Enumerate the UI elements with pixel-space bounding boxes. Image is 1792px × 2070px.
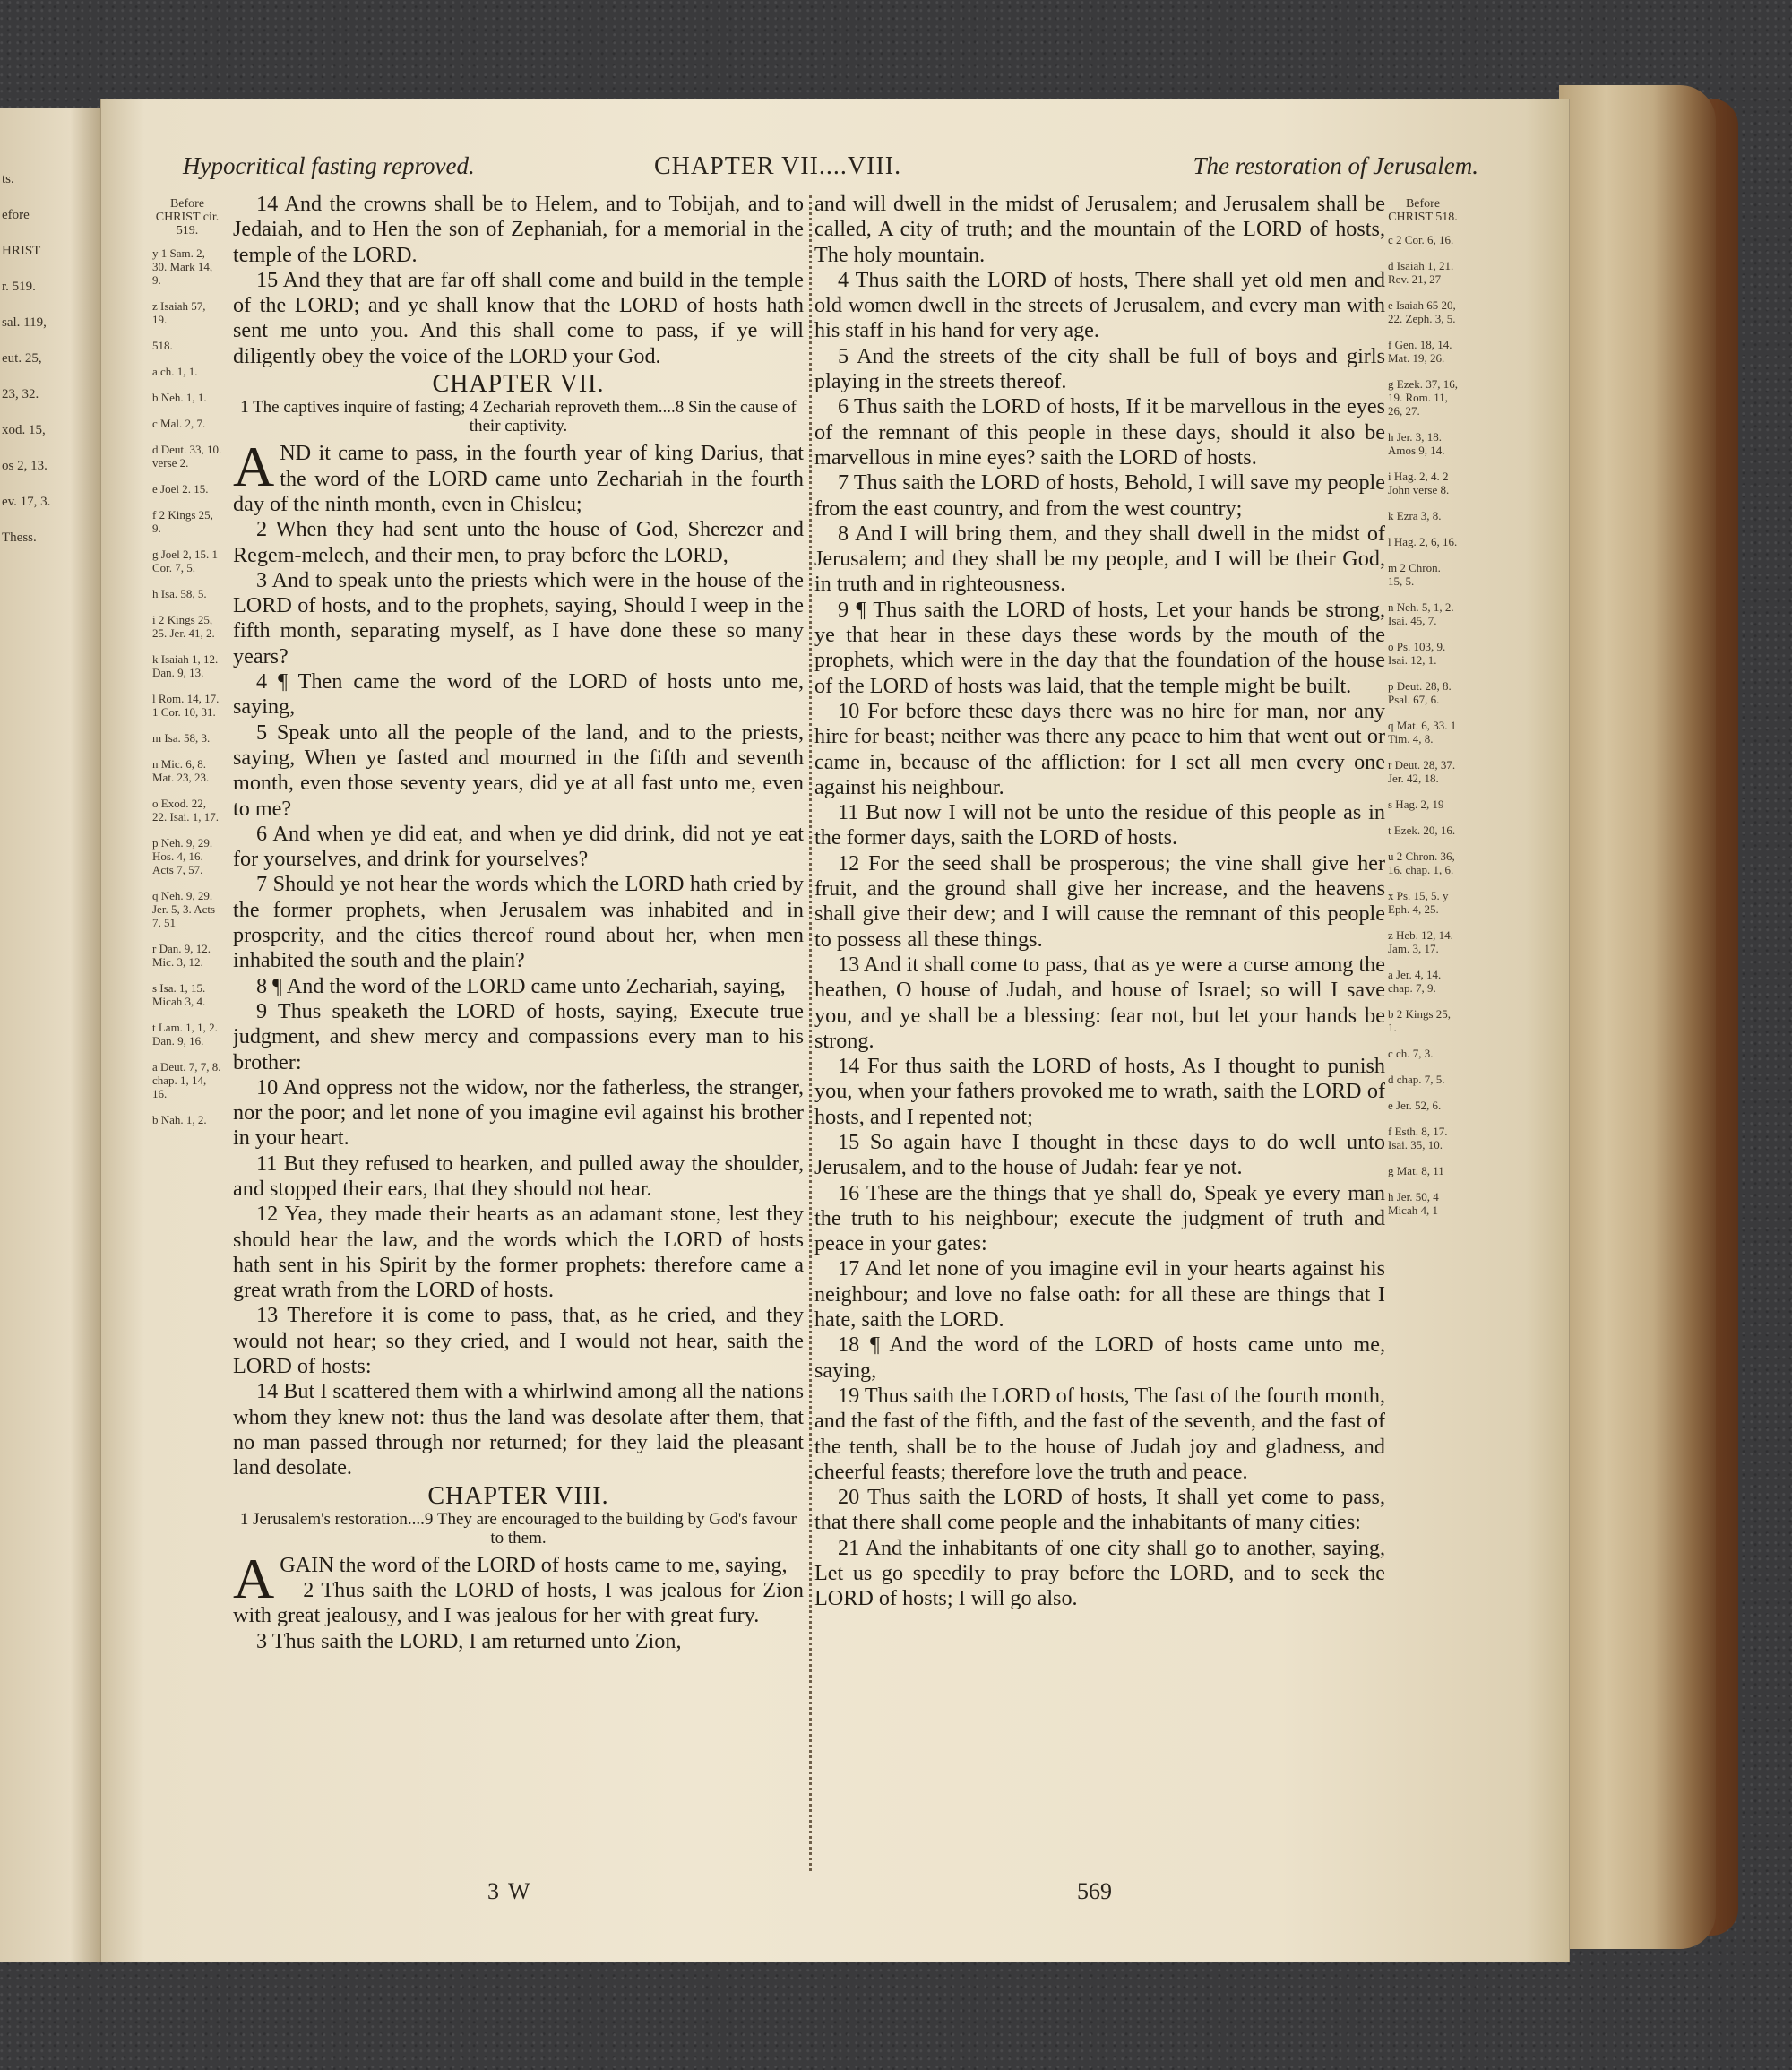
- chapter-summary: 1 The captives inquire of fasting; 4 Zechariah reproveth them....8 Sin the cause of their captivity.: [240, 398, 797, 436]
- cross-reference: m 2 Chron. 15, 5.: [1388, 561, 1441, 588]
- cross-reference: k Isaiah 1, 12. Dan. 9, 13.: [152, 652, 219, 679]
- cross-reference: t Ezek. 20, 16.: [1388, 824, 1456, 837]
- verse: 20 Thus saith the LORD of hosts, It shall yet come to pass, that there shall come people and the inhabitants of many cities:: [814, 1485, 1385, 1535]
- verse: 14 But I scattered them with a whirlwind among all the nations whom they knew not: thus the land was desolate after them, that no man passed through nor returned; for they laid the pleasant land desolate.: [233, 1379, 804, 1480]
- verse: 18 ¶ And the word of the LORD of hosts came unto me, saying,: [814, 1333, 1385, 1383]
- cross-reference: a Deut. 7, 7, 8. chap. 1, 14, 16.: [152, 1060, 221, 1100]
- verse: 4 ¶ Then came the word of the LORD of hosts unto me, saying,: [233, 669, 804, 720]
- right-margin-references: [1388, 197, 1458, 1229]
- cross-reference: d chap. 7, 5.: [1388, 1073, 1445, 1086]
- cross-reference: h Jer. 50, 4 Micah 4, 1: [1388, 1190, 1439, 1217]
- cross-reference: i Hag. 2, 4. 2 John verse 8.: [1388, 470, 1450, 496]
- verse: 5 And the streets of the city shall be full of boys and girls playing in the streets thereof.: [814, 343, 1385, 394]
- cross-reference: e Isaiah 65 20, 22. Zeph. 3, 5.: [1388, 298, 1456, 325]
- cross-reference: i 2 Kings 25, 25. Jer. 41, 2.: [152, 613, 215, 640]
- cross-reference: t Lam. 1, 1, 2. Dan. 9, 16.: [152, 1021, 218, 1048]
- verse: 15 And they that are far off shall come and build in the temple of the LORD; and ye shall know that the LORD of hosts hath sent me unto you. And this shall come to pass, if ye will diligently obey the voice of the LORD your God.: [233, 267, 804, 368]
- verse: 13 And it shall come to pass, that as ye were a curse among the heathen, O house of Judah, and house of Israel; so will I save you, and ye shall be a blessing: fear not, but let your hands be strong.: [814, 952, 1385, 1053]
- verse: 6 Thus saith the LORD of hosts, If it be marvellous in the eyes of the remnant of this people in these days, should it also be marvellous in mine eyes? saith the LORD of hosts.: [814, 394, 1385, 470]
- left-margin-references: [152, 197, 222, 1139]
- cross-reference: s Isa. 1, 15. Micah 3, 4.: [152, 981, 206, 1008]
- cross-reference: p Neh. 9, 29. Hos. 4, 16. Acts 7, 57.: [152, 836, 213, 876]
- cross-reference: c 2 Cor. 6, 16.: [1388, 233, 1454, 246]
- verse: 14 For thus saith the LORD of hosts, As I thought to punish you, when your fathers provoked me to wrath, saith the LORD of hosts, and I repented not;: [814, 1054, 1385, 1129]
- era-note: Before CHRIST 518.: [1388, 197, 1458, 224]
- verse: 17 And let none of you imagine evil in your hearts against his neighbour; and love no false oath: for all these are things that I hate, saith the LORD.: [814, 1256, 1385, 1333]
- page-number: 569: [1077, 1878, 1112, 1904]
- cross-reference: y 1 Sam. 2, 30. Mark 14, 9.: [152, 246, 213, 287]
- cross-reference: n Neh. 5, 1, 2. Isai. 45, 7.: [1388, 600, 1454, 627]
- left-page-edge-text: efore: [2, 208, 30, 222]
- left-page-edge-text: xod. 15,: [2, 423, 46, 437]
- cross-reference: f Esth. 8, 17. Isai. 35, 10.: [1388, 1125, 1448, 1151]
- drop-cap: A: [233, 1546, 275, 1610]
- left-page-edge-text: sal. 119,: [2, 315, 47, 330]
- cross-reference: q Neh. 9, 29. Jer. 5, 3. Acts 7, 51: [152, 889, 216, 929]
- cross-reference: q Mat. 6, 33. 1 Tim. 4, 8.: [1388, 719, 1457, 746]
- left-page-edge-text: eut. 25,: [2, 351, 42, 366]
- left-page-edge-text: os 2, 13.: [2, 459, 47, 473]
- drop-cap: A: [233, 435, 275, 499]
- verse: 8 And I will bring them, and they shall dwell in the midst of Jerusalem; and they shall be my people, and I will be their God, in truth and in righteousness.: [814, 521, 1385, 597]
- cross-reference: g Mat. 8, 11: [1388, 1164, 1444, 1177]
- cross-reference: e Joel 2. 15.: [152, 482, 209, 496]
- cross-reference: f 2 Kings 25, 9.: [152, 508, 213, 535]
- cross-reference: b 2 Kings 25, 1.: [1388, 1007, 1452, 1034]
- left-page-edge-text: Thess.: [2, 530, 37, 545]
- cross-reference: r Deut. 28, 37. Jer. 42, 18.: [1388, 758, 1456, 785]
- cross-reference: b Nah. 1, 2.: [152, 1113, 207, 1126]
- right-text-column: [814, 192, 1385, 1867]
- era-note: Before CHRIST cir. 519.: [155, 197, 220, 237]
- verse: 13 Therefore it is come to pass, that, as he cried, and they would not hear; so they cried, and I would not hear, saith the LORD of hosts:: [233, 1303, 804, 1379]
- left-page-edge-text: r. 519.: [2, 280, 36, 294]
- cross-reference: a ch. 1, 1.: [152, 365, 198, 378]
- left-page-edge-text: 23, 32.: [2, 387, 39, 401]
- page-block-edge: [1559, 85, 1716, 1949]
- verse: 7 Should ye not hear the words which the LORD hath cried by the former prophets, when Jerusalem was inhabited and in prosperity, and the cities thereof round about her, when men inhabited the south and the plain?: [233, 872, 804, 973]
- cross-reference: c ch. 7, 3.: [1388, 1047, 1434, 1060]
- cross-reference: o Exod. 22, 22. Isai. 1, 17.: [152, 797, 220, 824]
- verse: 14 And the crowns shall be to Helem, and to Tobijah, and to Jedaiah, and to Hen the son of Zephaniah, for a memorial in the temple of the LORD.: [233, 192, 804, 267]
- cross-reference: c Mal. 2, 7.: [152, 417, 206, 430]
- chapter-summary: 1 Jerusalem's restoration....9 They are encouraged to the building by God's favour to them.: [239, 1509, 797, 1548]
- verse: 2 Thus saith the LORD of hosts, I was jealous for Zion with great jealousy, and I was jealous for her with great fury.: [233, 1578, 804, 1628]
- cross-reference: k Ezra 3, 8.: [1388, 509, 1442, 522]
- cross-reference: b Neh. 1, 1.: [152, 391, 207, 404]
- cross-reference: l Rom. 14, 17. 1 Cor. 10, 31.: [152, 692, 220, 719]
- verse: 21 And the inhabitants of one city shall go to another, saying, Let us go speedily to pray before the LORD, and to seek the LORD of hosts; I will go also.: [814, 1535, 1385, 1611]
- cross-reference: l Hag. 2, 6, 16.: [1388, 535, 1458, 548]
- cross-reference: n Mic. 6, 8. Mat. 23, 23.: [152, 757, 210, 784]
- column-divider: [809, 195, 814, 1871]
- cross-reference: 518.: [152, 339, 173, 352]
- cross-reference: z Isaiah 57, 19.: [152, 299, 206, 326]
- cross-reference: s Hag. 2, 19: [1388, 798, 1444, 811]
- running-head-center: CHAPTER VII....VIII.: [654, 152, 902, 180]
- verse: 3 Thus saith the LORD, I am returned unto Zion,: [256, 1628, 682, 1653]
- verse: 10 For before these days there was no hire for man, nor any hire for beast; neither was there any peace to him that went out or came in, because of the affliction: for I set all men every one against his neighbour.: [814, 698, 1385, 799]
- verse: 12 Yea, they made their hearts as an adamant stone, lest they should hear the law, and the words which the LORD of hosts hath sent in his Spirit by the former prophets: therefore came a great wrath from the LORD of hosts.: [233, 1202, 804, 1303]
- verse: and will dwell in the midst of Jerusalem; and Jerusalem shall be called, A city of truth; and the mountain of the LORD of hosts, The holy mountain.: [814, 192, 1385, 267]
- verse-first: AND it came to pass, in the fourth year of king Darius, that the word of the LORD came unto Zechariah in the fourth day of the ninth month, even in Chisleu;: [233, 435, 804, 516]
- left-page-edge-text: ts.: [2, 172, 14, 186]
- verse: 12 For the seed shall be prosperous; the vine shall give her fruit, and the ground shall give her increase, and the heavens shall give their dew; and I will cause the remnant of this people to possess all these things.: [814, 850, 1385, 952]
- verse: 19 Thus saith the LORD of hosts, The fast of the fourth month, and the fast of the fifth, and the fast of the seventh, and the fast of the tenth, shall be to the house of Judah joy and gladness, and cheerful feasts; therefore love the truth and peace.: [814, 1383, 1385, 1484]
- cross-reference: g Ezek. 37, 16, 19. Rom. 11, 26, 27.: [1388, 377, 1458, 418]
- book-page: [100, 99, 1570, 1962]
- verse: 4 Thus saith the LORD of hosts, There shall yet old men and old women dwell in the streets of Jerusalem, and every man with his staff in his hand for very age.: [814, 267, 1385, 343]
- cross-reference: u 2 Chron. 36, 16. chap. 1, 6.: [1388, 850, 1455, 876]
- verse: 5 Speak unto all the people of the land, and to the priests, saying, When ye fasted and mourned in the fifth and seventh month, even those seventy years, did ye at all fast unto me, even to me?: [233, 720, 804, 821]
- verse: 11 But they refused to hearken, and pulled away the shoulder, and stopped their ears, that they should not hear.: [233, 1151, 804, 1201]
- cross-reference: f Gen. 18, 14. Mat. 19, 26.: [1388, 338, 1452, 365]
- verse: 16 These are the things that ye shall do, Speak ye every man the truth to his neighbour; execute the judgment of truth and peace in your gates:: [814, 1180, 1385, 1256]
- cross-reference: z Heb. 12, 14. Jam. 3, 17.: [1388, 928, 1453, 955]
- chapter-heading: CHAPTER VII.: [432, 370, 605, 399]
- left-text-column: [233, 192, 804, 1867]
- verse-first: AGAIN the word of the LORD of hosts came to me, saying,: [233, 1546, 788, 1610]
- left-page-fragment: [0, 108, 100, 1962]
- left-page-edge-text: ev. 17, 3.: [2, 495, 51, 509]
- cross-reference: m Isa. 58, 3.: [152, 731, 211, 745]
- verse: 7 Thus saith the LORD of hosts, Behold, I will save my people from the east country, and from the west country;: [814, 470, 1385, 521]
- cross-reference: e Jer. 52, 6.: [1388, 1099, 1442, 1112]
- verse: 3 And to speak unto the priests which were in the house of the LORD of hosts, and to the prophets, saying, Should I weep in the fifth month, separating myself, as I have done these so many years?: [233, 567, 804, 668]
- verse: 15 So again have I thought in these days to do well unto Jerusalem, and to the house of Judah: fear ye not.: [814, 1129, 1385, 1180]
- verse: 6 And when ye did eat, and when ye did drink, did not ye eat for yourselves, and drink for yourselves?: [233, 821, 804, 872]
- chapter-heading: CHAPTER VIII.: [427, 1481, 609, 1510]
- cross-reference: d Isaiah 1, 21. Rev. 21, 27: [1388, 259, 1454, 286]
- verse: 10 And oppress not the widow, nor the fatherless, the stranger, nor the poor; and let none of you imagine evil against his brother in your heart.: [233, 1074, 804, 1151]
- running-head-left: Hypocritical fasting reproved.: [183, 152, 475, 179]
- cross-reference: r Dan. 9, 12. Mic. 3, 12.: [152, 942, 211, 969]
- signature-mark: 3 W: [487, 1878, 532, 1904]
- cross-reference: x Ps. 15, 5. y Eph. 4, 25.: [1388, 889, 1449, 916]
- verse: 11 But now I will not be unto the residue of this people as in the former days, saith the LORD of hosts.: [814, 800, 1385, 850]
- verse: 8 ¶ And the word of the LORD came unto Zechariah, saying,: [256, 973, 786, 998]
- cross-reference: p Deut. 28, 8. Psal. 67, 6.: [1388, 679, 1452, 706]
- cross-reference: h Isa. 58, 5.: [152, 587, 207, 600]
- cross-reference: o Ps. 103, 9. Isai. 12, 1.: [1388, 640, 1446, 667]
- cross-reference: h Jer. 3, 18. Amos 9, 14.: [1388, 430, 1445, 457]
- verse: 9 Thus speaketh the LORD of hosts, saying, Execute true judgment, and shew mercy and compassions every man to his brother:: [233, 998, 804, 1074]
- cross-reference: g Joel 2, 15. 1 Cor. 7, 5.: [152, 548, 218, 574]
- cross-reference: a Jer. 4, 14. chap. 7, 9.: [1388, 968, 1442, 995]
- verse: 9 ¶ Thus saith the LORD of hosts, Let your hands be strong, ye that hear in these days these words by the mouth of the prophets, which were in the day that the foundation of the house of the LORD of hosts was laid, that the temple might be built.: [814, 597, 1385, 698]
- running-head-right: The restoration of Jerusalem.: [1193, 152, 1478, 179]
- left-page-edge-text: HRIST: [2, 244, 41, 258]
- cross-reference: d Deut. 33, 10. verse 2.: [152, 443, 222, 470]
- verse: 2 When they had sent unto the house of God, Sherezer and Regem-melech, and their men, to pray before the LORD,: [233, 517, 804, 567]
